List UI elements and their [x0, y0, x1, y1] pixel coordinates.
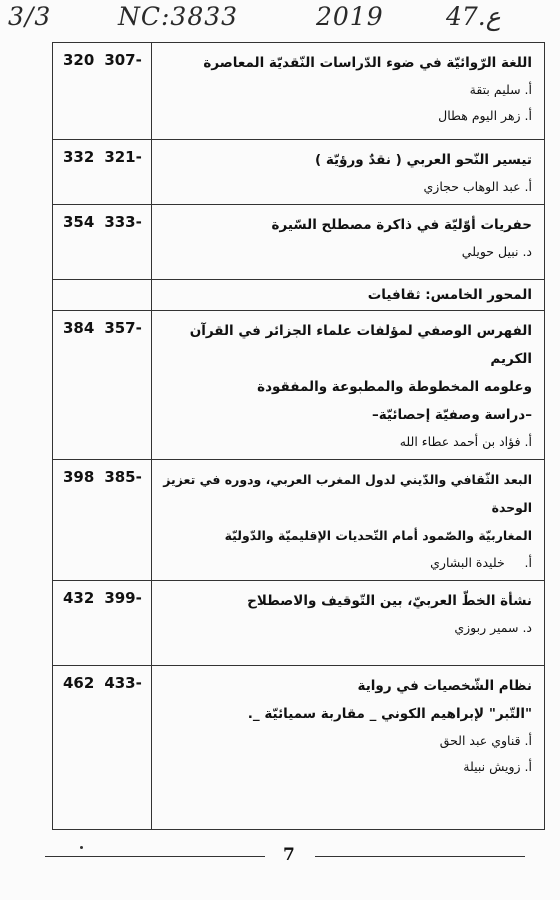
- article-author: أ. سليم بتقة: [469, 82, 532, 97]
- footer-rule-right: [315, 856, 525, 857]
- toc-row: [53, 460, 545, 581]
- page-number: 7: [283, 845, 295, 865]
- toc-row: [53, 43, 545, 140]
- toc-entry: [152, 581, 545, 666]
- page-range: 432 399-: [53, 581, 152, 666]
- toc-entry: [152, 205, 545, 280]
- article-author: أ. فؤاد بن أحمد عطاء الله: [399, 434, 532, 449]
- article-title: الفهرس الوصفي لمؤلفات علماء الجزائر في القرآن الكريم: [189, 323, 532, 367]
- handwritten-catalog-code: NC:3833: [118, 2, 239, 31]
- section-heading-cell: [152, 280, 545, 311]
- article-author: أ. خليدة البشاري: [430, 555, 532, 570]
- toc-entry: [152, 140, 545, 205]
- toc-entry: [152, 43, 545, 140]
- page-range: 320 307-: [53, 43, 152, 140]
- section-heading: المحور الخامس: ثقافيات: [367, 287, 532, 303]
- article-author: أ. عبد الوهاب حجازي: [423, 179, 532, 194]
- toc-row: [53, 140, 545, 205]
- article-title: وعلومه المخطوطة والمطبوعة والمفقودة: [257, 379, 532, 395]
- handwritten-page-count: 3/3: [8, 2, 52, 31]
- page-range: 398 385-: [53, 460, 152, 581]
- article-subtitle: –دراسة وصفيّة إحصائيّة–: [371, 407, 532, 423]
- page-range: 354 333-: [53, 205, 152, 280]
- toc-entry: [152, 460, 545, 581]
- article-title: اللغة الرّوائيّة في ضوء الدّراسات النّقديّة المعاصرة: [203, 55, 532, 71]
- article-title: "التّبر" لإبراهيم الكوني _ مقاربة سميائيّة _.: [247, 706, 532, 722]
- article-author: د. سمير ربوزي: [454, 620, 532, 635]
- page-range: 462 433-: [53, 666, 152, 830]
- article-author: أ. قناوي عبد الحق: [439, 733, 532, 748]
- article-title: البعد الثّقافي والدّيني لدول المغرب العربي، ودوره في تعزيز الوحدة: [163, 472, 532, 515]
- footer-rule-left: [45, 856, 265, 857]
- toc-row: [53, 311, 545, 460]
- article-title: المغاربيّة والصّمود أمام التّحديات الإقليميّة والدّوليّة: [224, 528, 532, 543]
- toc-row: [53, 581, 545, 666]
- toc-row: [53, 205, 545, 280]
- article-title: نشأة الخطّ العربيّ، بين التّوقيف والاصطلاح: [247, 593, 532, 609]
- page-range-empty: [53, 280, 152, 311]
- article-title: تيسير النّحو العربي ( نقدٌ ورؤيّة ): [314, 152, 532, 168]
- table-of-contents: [52, 42, 545, 830]
- article-author: أ. زهر اليوم هطال: [438, 108, 532, 123]
- toc-entry: [152, 311, 545, 460]
- footer-dot: [80, 846, 83, 849]
- article-author: أ. زويش نبيلة: [463, 759, 532, 774]
- article-title: حفريات أوّليّة في ذاكرة مصطلح السّيرة: [271, 217, 532, 233]
- handwritten-year: 2019: [316, 2, 384, 31]
- handwritten-reference: 47.ع: [446, 2, 501, 31]
- page-range: 332 321-: [53, 140, 152, 205]
- article-author: د. نبيل حويلي: [461, 244, 532, 259]
- article-title: نظام الشّخصيات في رواية: [357, 678, 532, 694]
- toc-row: [53, 666, 545, 830]
- toc-entry: [152, 666, 545, 830]
- page-range: 384 357-: [53, 311, 152, 460]
- section-row: [53, 280, 545, 311]
